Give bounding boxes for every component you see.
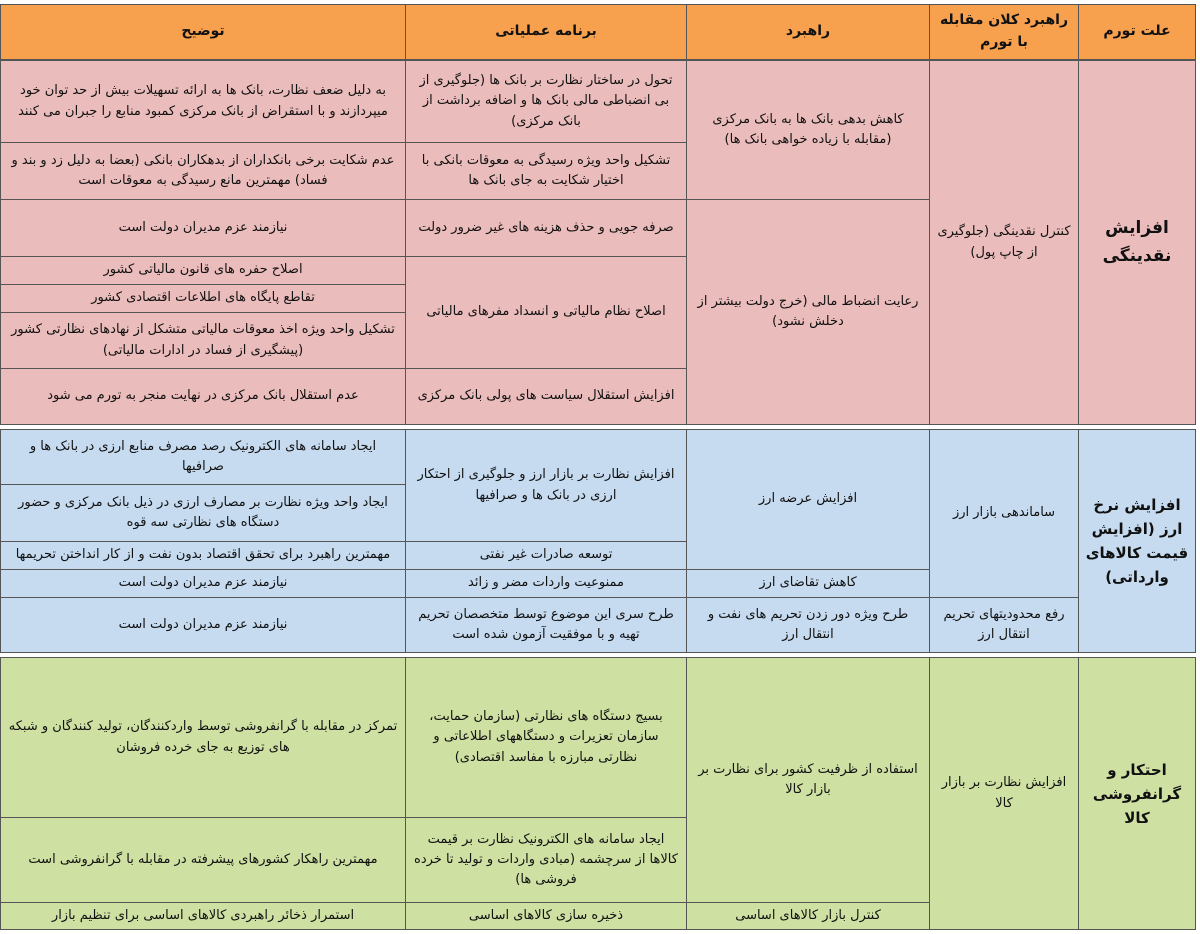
program-mobilize-supervisors: بسیج دستگاه های نظارتی (سازمان حمایت، سازمان تعزیرات و دستگاههای اطلاعاتی و نظارتی مبارزه با مفاسد اقتصادی): [405, 657, 687, 818]
header-cause: علت تورم: [1078, 4, 1196, 60]
desc-government-will-2: نیازمند عزم مدیران دولت است: [0, 569, 406, 598]
strategy-basic-goods-control: کنترل بازار کالاهای اساسی: [686, 902, 930, 930]
program-import-ban: ممنوعیت واردات مضر و زائد: [405, 569, 687, 598]
program-central-bank-independence: افزایش استقلال سیاست های پولی بانک مرکزی: [405, 368, 687, 425]
header-strategy: راهبرد: [686, 4, 930, 60]
macro-strategy-liquidity: کنترل نقدینگی (جلوگیری از چاپ پول): [929, 60, 1079, 425]
desc-weak-supervision: به دلیل ضعف نظارت، بانک ها به ارائه تسهیلات بیش از حد توان خود میپردازند و با استقراض از بانک مرکزی کمبود منابع را جبران می کنند: [0, 60, 406, 143]
desc-government-will-3: نیازمند عزم مدیران دولت است: [0, 597, 406, 653]
strategy-fx-demand: کاهش تقاضای ارز: [686, 569, 930, 598]
cause-hoarding: احتکار و گرانفروشی کالا: [1078, 657, 1196, 930]
desc-focus-wholesale: تمرکز در مقابله با گرانفروشی توسط واردکنندگان، تولید کنندگان و شبکه های توزیع به جای خرده فروشان: [0, 657, 406, 818]
cause-exchange-rate: افزایش نرخ ارز (افزایش قیمت کالاهای وارداتی): [1078, 429, 1196, 653]
program-tax-reform: اصلاح نظام مالیاتی و انسداد مفرهای مالیاتی: [405, 256, 687, 369]
program-cost-cutting: صرفه جویی و حذف هزینه های غیر ضرور دولت: [405, 199, 687, 257]
program-bank-supervision: تحول در ساختار نظارت بر بانک ها (جلوگیری از بی انضباطی مالی بانک ها و اضافه برداشت از بانک مرکزی): [405, 60, 687, 143]
strategy-bypass-sanctions: طرح ویژه دور زدن تحریم های نفت و انتقال ارز: [686, 597, 930, 653]
desc-no-complaint: عدم شکایت برخی بانکداران از بدهکاران بانکی (بعضا به دلیل زد و بند و فساد) مهمترین مانع رسیدگی به معوقات است: [0, 142, 406, 200]
desc-no-independence: عدم استقلال بانک مرکزی در نهایت منجر به تورم می شود: [0, 368, 406, 425]
header-description: توضیح: [0, 4, 406, 60]
desc-database-intersection: تقاطع پایگاه های اطلاعات اقتصادی کشور: [0, 284, 406, 313]
macro-strategy-market-supervision: افزایش نظارت بر بازار کالا: [929, 657, 1079, 930]
desc-government-will: نیازمند عزم مدیران دولت است: [0, 199, 406, 257]
program-arrears-unit: تشکیل واحد ویژه رسیدگی به معوقات بانکی با اختیار شکایت به جای بانک ها: [405, 142, 687, 200]
strategy-fiscal-discipline: رعایت انضباط مالی (خرج دولت بیشتر از دخلش نشود): [686, 199, 930, 425]
desc-oil-free-economy: مهمترین راهبرد برای تحقق اقتصاد بدون نفت و از کار انداختن تحریمها: [0, 541, 406, 570]
program-secret-plan: طرح سری این موضوع توسط متخصصان تحریم تهیه و با موفقیت آزمون شده است: [405, 597, 687, 653]
desc-strategic-reserves: استمرار ذخائر راهبردی کالاهای اساسی برای تنظیم بازار: [0, 902, 406, 930]
strategy-national-capacity: استفاده از ظرفیت کشور برای نظارت بر بازار کالا: [686, 657, 930, 903]
program-price-monitoring-system: ایجاد سامانه های الکترونیک نظارت بر قیمت کالاها از سرچشمه (مبادی واردات و تولید تا خرده فروشی ها): [405, 817, 687, 903]
desc-fx-monitoring-system: ایجاد سامانه های الکترونیک رصد مصرف منابع ارزی در بانک ها و صرافیها: [0, 429, 406, 485]
cause-liquidity: افزایش نقدینگی: [1078, 60, 1196, 425]
program-stockpiling: ذخیره سازی کالاهای اساسی: [405, 902, 687, 930]
macro-strategy-sanctions: رفع محدودیتهای تحریم انتقال ارز: [929, 597, 1079, 653]
desc-advanced-countries: مهمترین راهکار کشورهای پیشرفته در مقابله با گرانفروشی است: [0, 817, 406, 903]
header-strategy-macro: راهبرد کلان مقابله با تورم: [929, 4, 1079, 60]
desc-fx-supervision-unit: ایجاد واحد ویژه نظارت بر مصارف ارزی در ذیل بانک مرکزی و حضور دستگاه های نظارتی سه قوه: [0, 484, 406, 542]
desc-tax-law-holes: اصلاح حفره های قانون مالیاتی کشور: [0, 256, 406, 285]
strategy-fx-supply: افزایش عرضه ارز: [686, 429, 930, 570]
program-non-oil-exports: توسعه صادرات غیر نفتی: [405, 541, 687, 570]
desc-tax-arrears-unit: تشکیل واحد ویژه اخذ معوقات مالیاتی متشکل از نهادهای نظارتی کشور (پیشگیری از فساد در ادارات مالیاتی): [0, 312, 406, 369]
program-fx-supervision: افزایش نظارت بر بازار ارز و جلوگیری از احتکار ارزی در بانک ها و صرافیها: [405, 429, 687, 542]
macro-strategy-fx-market: ساماندهی بازار ارز: [929, 429, 1079, 598]
strategy-bank-debt: کاهش بدهی بانک ها به بانک مرکزی (مقابله با زیاده خواهی بانک ها): [686, 60, 930, 200]
header-program: برنامه عملیاتی: [405, 4, 687, 60]
